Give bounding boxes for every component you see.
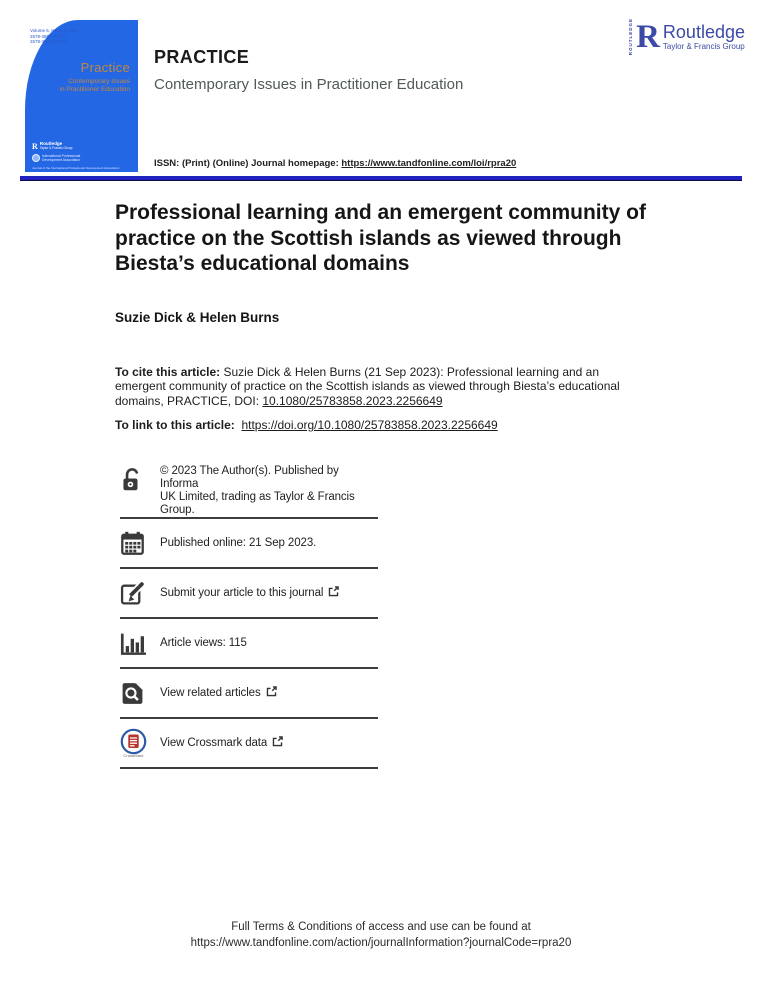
issn-homepage-line (154, 158, 516, 169)
issn-label: ISSN: (Print) (Online) Journal homepage: (154, 158, 342, 169)
terms-footer-line1: Full Terms & Conditions of access and use can be found at (231, 921, 531, 933)
journal-subtitle: Contemporary Issues in Practitioner Education (154, 76, 464, 93)
cite-body: Suzie Dick & Helen Burns (21 Sep 2023): Professional learning and an emergent community of practice on the Scottish islands as viewed through Biesta’s educational domains, PRACTICE, DOI: (115, 365, 620, 408)
article-info-panel (120, 462, 378, 769)
crossmark-link[interactable]: View Crossmark data (160, 736, 268, 749)
crossmark-icon: CrossMark (120, 728, 147, 758)
article-title: Professional learning and an emergent community of practice on the Scottish islands as viewed through Biesta’s educational domains (115, 201, 646, 275)
calendar-icon (120, 531, 160, 556)
external-link-icon (272, 736, 283, 751)
journal-homepage-link[interactable]: https://www.tandfonline.com/loi/rpra20 (341, 158, 517, 169)
submit-article-link[interactable]: Submit your article to this journal (160, 586, 324, 599)
cover-bottom-line: Journal of the International Professional Development Association (32, 166, 120, 170)
journal-cover-thumbnail (25, 20, 138, 172)
open-access-icon (120, 465, 160, 494)
cite-paragraph (115, 365, 623, 408)
submit-article-icon (120, 581, 160, 606)
article-authors: Suzie Dick & Helen Burns (115, 310, 280, 325)
license-text: © 2023 The Author(s). Published by Informa UK Limited, trading as Taylor & Francis Group. (160, 465, 355, 516)
cover-routledge-logo: R Routledge Taylor & Francis Group (32, 141, 73, 151)
submit-article-row[interactable] (120, 569, 378, 617)
related-articles-icon (120, 681, 160, 706)
link-paragraph (115, 418, 498, 432)
terms-footer (0, 920, 762, 951)
cover-association-emblem: International Professional Development Association (32, 154, 80, 162)
external-link-icon (328, 586, 339, 601)
routledge-vertical-text: ROUTLEDGE (628, 18, 634, 56)
article-doi-link[interactable]: https://doi.org/10.1080/25783858.2023.2256649 (241, 418, 498, 432)
cover-volume-info: Volume 5, Issue 3, 2023 2578-3858 (Print) 2578-3866 (Online) (30, 28, 79, 44)
link-label: To link to this article: (115, 418, 235, 432)
cover-journal-title: Practice Contemporary Issues in Practitioner Education (59, 60, 130, 93)
article-views-text: Article views: 115 (160, 636, 247, 649)
journal-title: PRACTICE (154, 47, 250, 67)
license-row (120, 462, 378, 517)
article-views-row (120, 619, 378, 667)
terms-footer-url: https://www.tandfonline.com/action/journalInformation?journalCode=rpra20 (190, 936, 572, 949)
row-divider (120, 767, 378, 769)
published-online-text: Published online: 21 Sep 2023. (160, 536, 317, 549)
header-divider (20, 176, 742, 181)
related-articles-row[interactable] (120, 669, 378, 717)
routledge-r-icon: R (636, 18, 660, 55)
routledge-wordmark: Routledge (662, 21, 745, 42)
external-link-icon (266, 686, 277, 701)
related-articles-link[interactable]: View related articles (160, 686, 261, 699)
taylor-francis-tagline: Taylor & Francis Group (662, 41, 745, 51)
bar-chart-icon (120, 631, 160, 656)
routledge-logo (628, 18, 745, 55)
cite-doi-link[interactable]: 10.1080/25783858.2023.2256649 (262, 393, 443, 408)
association-emblem-icon (32, 154, 40, 162)
published-online-row (120, 519, 378, 567)
cite-label: To cite this article: (115, 365, 221, 379)
crossmark-row[interactable] (120, 719, 378, 767)
